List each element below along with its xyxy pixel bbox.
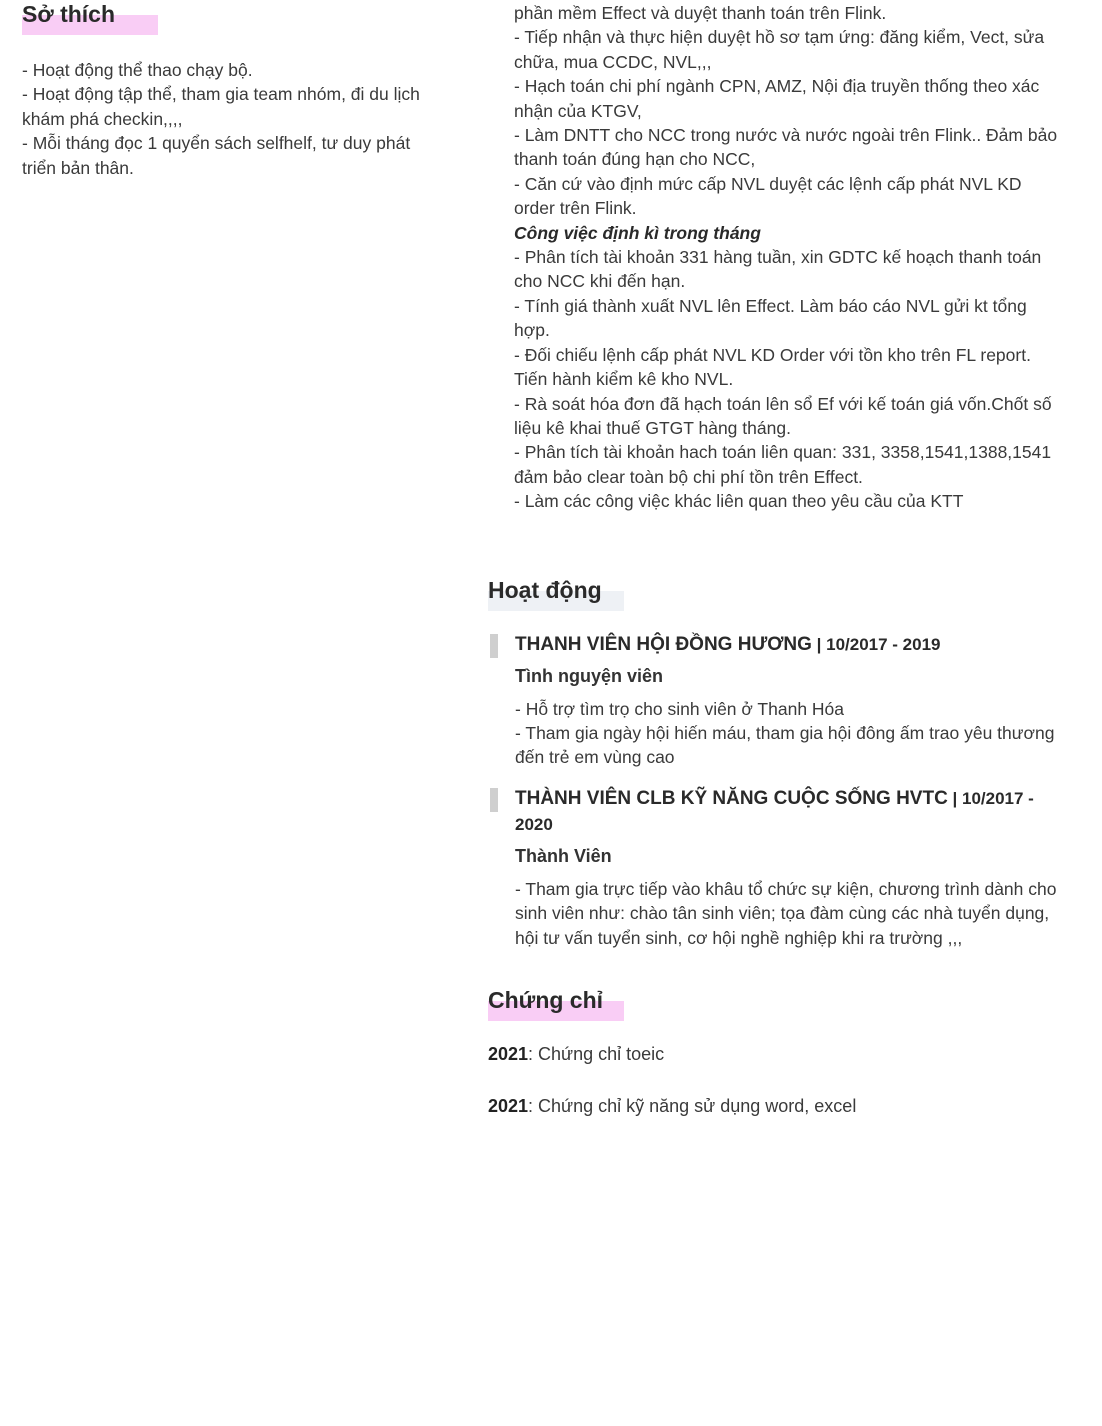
activity-name: THÀNH VIÊN CLB KỸ NĂNG CUỘC SỐNG HVTC bbox=[515, 787, 948, 809]
activity-title bbox=[515, 632, 1058, 658]
hobby-line: - Mỗi tháng đọc 1 quyển sách selfhelf, tư duy phát triển bản thân. bbox=[22, 133, 411, 178]
job-description bbox=[514, 1, 1058, 514]
activity-date: | 10/2017 - 2020 bbox=[515, 788, 1034, 834]
right-column bbox=[488, 0, 1058, 1118]
hobbies-heading bbox=[22, 0, 115, 28]
activity-bar bbox=[490, 788, 498, 812]
activity-desc-line: - Tham gia trực tiếp vào khâu tổ chức sự kiện, chương trình dành cho sinh viên như: chào tân sinh viên; tọa đàm cùng các nhà tuyển dụng, hội tư vấn tuyển sinh, cơ hội nghề nghiệp khi ra trường ,,, bbox=[515, 878, 1057, 948]
job-line: phần mềm Effect và duyệt thanh toán trên Flink. bbox=[514, 3, 887, 23]
certificate-year: 2021 bbox=[488, 1043, 529, 1064]
job-line: - Tiếp nhận và thực hiện duyệt hồ sơ tạm ứng: đăng kiểm, Vect, sửa chữa, mua CCDC, NVL,,, bbox=[514, 27, 1045, 72]
left-column bbox=[22, 0, 442, 180]
activity-bar bbox=[490, 634, 498, 658]
activity-description bbox=[515, 877, 1058, 950]
certificate-text: : Chứng chỉ kỹ năng sử dụng word, excel bbox=[528, 1095, 857, 1116]
activity-date: | 10/2017 - 2019 bbox=[811, 634, 941, 654]
certificate-year: 2021 bbox=[488, 1095, 529, 1116]
certificates-title: Chứng chỉ bbox=[488, 986, 604, 1013]
periodic-line: - Rà soát hóa đơn đã hạch toán lên sổ Ef với kế toán giá vốn.Chốt số liệu kê khai thuế GTGT hàng tháng. bbox=[514, 393, 1052, 438]
job-line: - Hạch toán chi phí ngành CPN, AMZ, Nội địa truyền thống theo xác nhận của KTGV, bbox=[514, 76, 1040, 121]
periodic-line: - Phân tích tài khoản hach toán liên quan: 331, 3358,1541,1388,1541 đảm bảo clear toàn bộ chi phí tồn trên Effect. bbox=[514, 442, 1052, 487]
activity-desc-line: - Tham gia ngày hội hiến máu, tham gia hội đông ấm trao yêu thương đến trẻ em vùng cao bbox=[515, 722, 1055, 768]
activity-description bbox=[515, 697, 1058, 770]
activity-name: THANH VIÊN HỘI ĐỒNG HƯƠNG bbox=[515, 633, 812, 655]
certificate-item bbox=[488, 1042, 1058, 1066]
hobby-line: - Hoạt động tập thể, tham gia team nhóm, đi du lịch khám phá checkin,,,, bbox=[22, 84, 420, 129]
activity-role: Tình nguyện viên bbox=[515, 665, 664, 686]
certificate-item bbox=[488, 1094, 1058, 1118]
activities-title: Hoạt động bbox=[488, 576, 602, 603]
activity-desc-line: - Hỗ trợ tìm trọ cho sinh viên ở Thanh Hóa bbox=[515, 698, 845, 719]
periodic-title: Công việc định kì trong tháng bbox=[514, 222, 761, 243]
periodic-line: - Làm các công việc khác liên quan theo yêu cầu của KTT bbox=[514, 491, 964, 512]
job-line: - Làm DNTT cho NCC trong nước và nước ngoài trên Flink.. Đảm bảo thanh toán đúng hạn cho NCC, bbox=[514, 125, 1058, 170]
hobby-line: - Hoạt động thể thao chạy bộ. bbox=[22, 60, 253, 80]
periodic-line: - Tính giá thành xuất NVL lên Effect. Làm báo cáo NVL gửi kt tổng hợp. bbox=[514, 295, 1027, 341]
periodic-line: - Đối chiếu lệnh cấp phát NVL KD Order với tồn kho trên FL report. Tiến hành kiểm kê kho NVL. bbox=[514, 344, 1031, 390]
job-line: - Căn cứ vào định mức cấp NVL duyệt các lệnh cấp phát NVL KD order trên Flink. bbox=[514, 173, 1022, 219]
activity-item bbox=[488, 786, 1058, 950]
certificate-text: : Chứng chỉ toeic bbox=[528, 1043, 665, 1064]
activity-role: Thành Viên bbox=[515, 845, 612, 866]
periodic-line: - Phân tích tài khoản 331 hàng tuần, xin GDTC kế hoạch thanh toán cho NCC khi đến hạn. bbox=[514, 247, 1042, 292]
certificates-heading bbox=[488, 986, 603, 1014]
hobbies-list bbox=[22, 58, 442, 180]
activity-item bbox=[488, 632, 1058, 770]
activity-title bbox=[515, 786, 1058, 838]
certificate-list bbox=[488, 1042, 1058, 1118]
hobbies-title: Sở thích bbox=[22, 1, 116, 27]
activities-heading bbox=[488, 576, 602, 604]
